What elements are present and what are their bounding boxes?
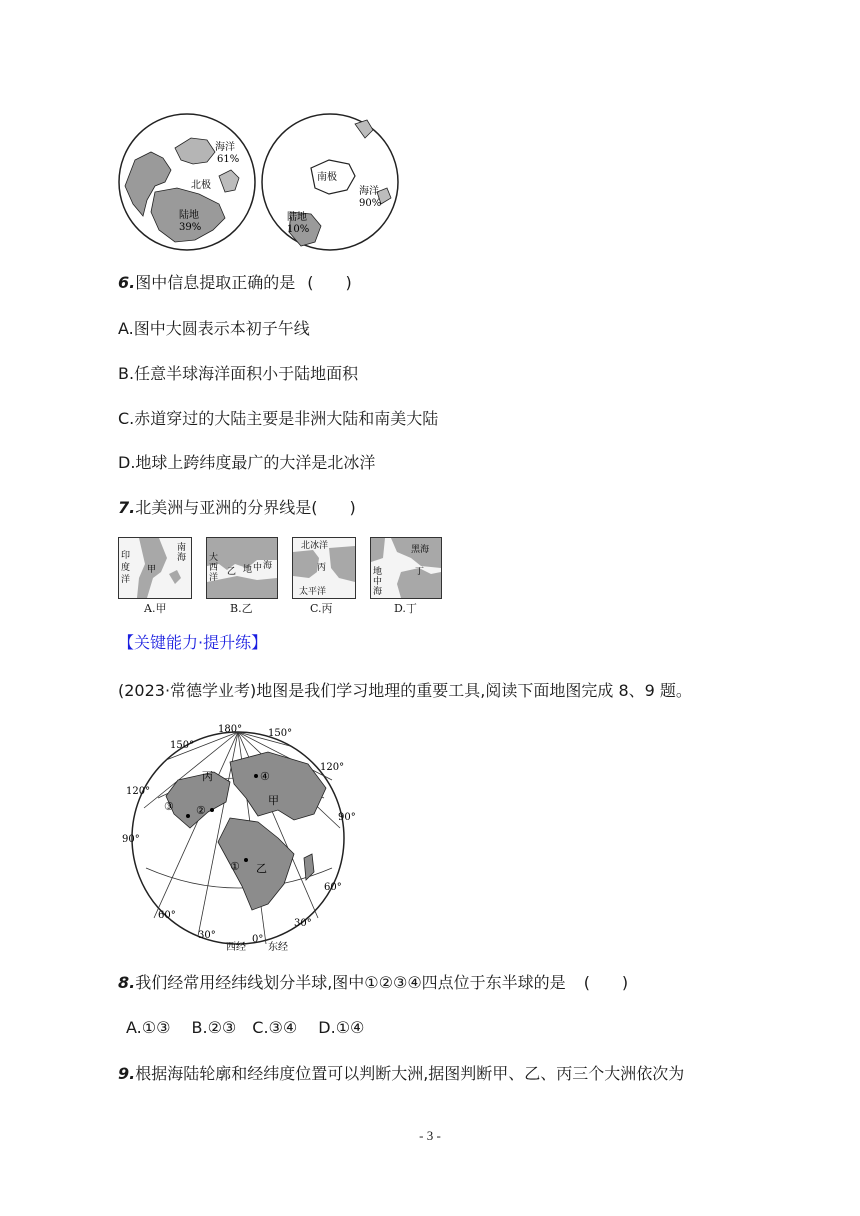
globe-label-west: 西经	[226, 942, 246, 953]
north-land-label: 陆地	[179, 210, 199, 221]
north-pole-label: 北极	[191, 180, 211, 191]
globe-label-180: 180°	[218, 724, 243, 735]
south-land-pct: 10%	[287, 224, 310, 235]
q6-option-a: A.图中大圆表示本初子午线	[118, 319, 310, 338]
q6-number: 6.	[118, 273, 136, 292]
q6-paren: ( )	[307, 273, 352, 292]
q7b-label-3: 乙	[227, 567, 237, 577]
q7d-label-4: 海	[373, 587, 383, 597]
globe-label-30-left: 30°	[198, 930, 216, 941]
globe-label-90-right: 90°	[338, 812, 356, 823]
q7a-label-3: 度	[121, 563, 131, 573]
globe-label-0: 0°	[252, 934, 264, 945]
q7-stem	[118, 497, 356, 519]
q7-map-d	[370, 537, 442, 599]
q7c-label-1: 丙	[317, 563, 327, 573]
q7-caption-b: B.乙	[230, 602, 253, 615]
section-title: 【关键能力·提升练】	[118, 633, 268, 652]
south-land-label: 陆地	[287, 212, 307, 223]
q7d-label-0: 黑海	[411, 545, 430, 555]
globe-label-60-left: 60°	[158, 910, 176, 921]
q7-map-b	[206, 537, 278, 599]
q7a-label-2: 印	[121, 551, 131, 561]
globe-point-1: ①	[230, 860, 240, 873]
q7d-label-3: 中	[373, 577, 383, 587]
q9-stem	[118, 1063, 684, 1085]
q6-option-b: B.任意半球海洋面积小于陆地面积	[118, 364, 359, 383]
q7-map-d-drawing	[371, 538, 441, 598]
globe-label-30-right: 30°	[294, 918, 312, 929]
q9-number: 9.	[118, 1064, 136, 1083]
globe-point-2: ②	[196, 804, 206, 817]
q7a-label-0: 南	[177, 543, 187, 553]
q7-text: 北美洲与亚洲的分界线是( )	[135, 498, 356, 517]
globe-point-4: ④	[260, 770, 270, 783]
q7a-label-1: 海	[177, 553, 187, 563]
q9-text: 根据海陆轮廓和经纬度位置可以判断大洲,据图判断甲、乙、丙三个大洲依次为	[135, 1064, 685, 1083]
q8-number: 8.	[118, 973, 136, 992]
south-pole-label: 南极	[317, 172, 337, 183]
globe-label-90-left: 90°	[122, 834, 140, 845]
south-ocean-pct: 90%	[359, 198, 382, 209]
q8-stem	[118, 972, 628, 994]
north-ocean-pct: 61%	[217, 154, 240, 165]
q7d-label-1: 丁	[415, 567, 425, 577]
q7b-label-2: 洋	[209, 573, 219, 583]
q7b-label-1: 西	[209, 563, 219, 573]
q7-map-a	[118, 537, 192, 599]
q7b-label-6: 海	[263, 561, 273, 571]
q7a-label-4: 洋	[121, 575, 131, 585]
globe-label-150-right: 150°	[268, 728, 293, 739]
globe-label-yi: 乙	[256, 862, 267, 875]
q7-caption-d: D.丁	[394, 602, 417, 615]
globe-label-120-left: 120°	[126, 786, 151, 797]
globe-map	[118, 718, 368, 954]
q7-number: 7.	[118, 498, 136, 517]
q7b-label-0: 大	[209, 553, 219, 563]
globe-point-3: ③	[164, 800, 174, 813]
q8-text: 我们经常用经纬线划分半球,图中①②③④四点位于东半球的是	[135, 973, 566, 992]
q7-map-c	[292, 537, 356, 599]
q7d-label-2: 地	[373, 567, 383, 577]
q6-option-d: D.地球上跨纬度最广的大洋是北冰洋	[118, 453, 376, 472]
q6-option-c: C.赤道穿过的大陆主要是非洲大陆和南美大陆	[118, 409, 439, 428]
globe-label-east: 东经	[268, 942, 288, 953]
page-number: - 3 -	[419, 1128, 441, 1143]
q7c-label-2: 太平洋	[299, 587, 327, 597]
q7c-label-0: 北冰洋	[301, 541, 329, 551]
globe-label-jia: 甲	[268, 794, 279, 807]
south-ocean-label: 海洋	[359, 186, 379, 197]
north-land-pct: 39%	[179, 222, 202, 233]
hemisphere-figure	[115, 112, 405, 254]
q6-text: 图中信息提取正确的是	[135, 273, 296, 292]
q7-caption-c: C.丙	[310, 602, 333, 615]
q7a-label-5: 甲	[147, 565, 157, 575]
q7b-label-4: 地	[243, 565, 253, 575]
south-hemisphere-map	[262, 114, 398, 250]
q7-map-c-drawing	[293, 538, 355, 598]
q6-stem	[118, 272, 352, 294]
globe-label-60-right: 60°	[324, 882, 342, 893]
north-ocean-label: 海洋	[215, 142, 235, 153]
q7-map-b-drawing	[207, 538, 277, 598]
intro-text: (2023·常德学业考)地图是我们学习地理的重要工具,阅读下面地图完成 8、9 题。	[118, 681, 692, 700]
north-hemisphere-map	[119, 114, 255, 250]
q8-paren: ( )	[583, 973, 629, 992]
q7-caption-a: A.甲	[144, 602, 167, 615]
globe-label-120-right: 120°	[320, 762, 345, 773]
globe-label-150-left: 150°	[170, 740, 195, 751]
q7b-label-5: 中	[253, 563, 263, 573]
q8-options: A.①③ B.②③ C.③④ D.①④	[126, 1018, 365, 1037]
q7-map-a-drawing	[119, 538, 191, 598]
globe-label-bing: 丙	[202, 770, 213, 783]
